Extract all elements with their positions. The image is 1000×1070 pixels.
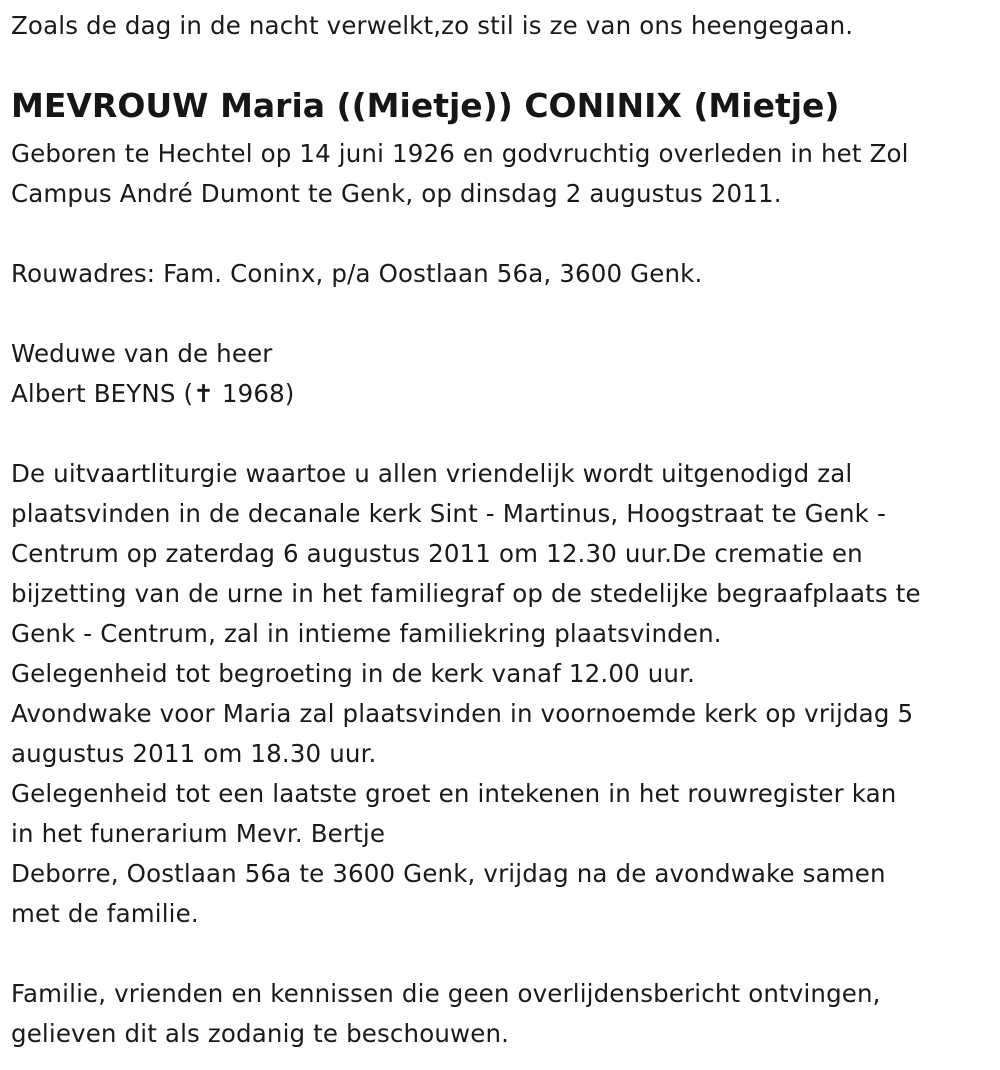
ceremony-line: augustus 2011 om 18.30 uur. bbox=[11, 739, 377, 768]
opening-quote: Zoals de dag in de nacht verwelkt,zo stil is ze van ons heengegaan. bbox=[11, 11, 854, 40]
birth-line-2: Campus André Dumont te Genk, op dinsdag 2 augustus 2011. bbox=[11, 179, 782, 208]
ceremony-line: met de familie. bbox=[11, 899, 199, 928]
ceremony-line: Deborre, Oostlaan 56a te 3600 Genk, vrijdag na de avondwake samen bbox=[11, 859, 886, 888]
ceremony-line: plaatsvinden in de decanale kerk Sint - Martinus, Hoogstraat te Genk - bbox=[11, 499, 886, 528]
mourning-address: Rouwadres: Fam. Coninx, p/a Oostlaan 56a, 3600 Genk. bbox=[11, 259, 703, 288]
ceremony-line: Avondwake voor Maria zal plaatsvinden in voornoemde kerk op vrijdag 5 bbox=[11, 699, 914, 728]
closing-line-1: Familie, vrienden en kennissen die geen overlijdensbericht ontvingen, bbox=[11, 979, 881, 1008]
spouse-line-2: Albert BEYNS (✝ 1968) bbox=[11, 379, 295, 408]
ceremony-line: in het funerarium Mevr. Bertje bbox=[11, 819, 386, 848]
deceased-name: MEVROUW Maria ((Mietje)) CONINIX (Mietje) bbox=[11, 86, 840, 125]
ceremony-line: Centrum op zaterdag 6 augustus 2011 om 12.30 uur.De crematie en bbox=[11, 539, 863, 568]
ceremony-line: bijzetting van de urne in het familiegraf op de stedelijke begraafplaats te bbox=[11, 579, 921, 608]
ceremony-line: Genk - Centrum, zal in intieme familiekring plaatsvinden. bbox=[11, 619, 722, 648]
ceremony-line: De uitvaartliturgie waartoe u allen vriendelijk wordt uitgenodigd zal bbox=[11, 459, 853, 488]
ceremony-line: Gelegenheid tot een laatste groet en intekenen in het rouwregister kan bbox=[11, 779, 897, 808]
birth-line-1: Geboren te Hechtel op 14 juni 1926 en godvruchtig overleden in het Zol bbox=[11, 139, 909, 168]
spouse-line-1: Weduwe van de heer bbox=[11, 339, 273, 368]
closing-line-2: gelieven dit als zodanig te beschouwen. bbox=[11, 1019, 510, 1048]
ceremony-line: Gelegenheid tot begroeting in de kerk vanaf 12.00 uur. bbox=[11, 659, 696, 688]
